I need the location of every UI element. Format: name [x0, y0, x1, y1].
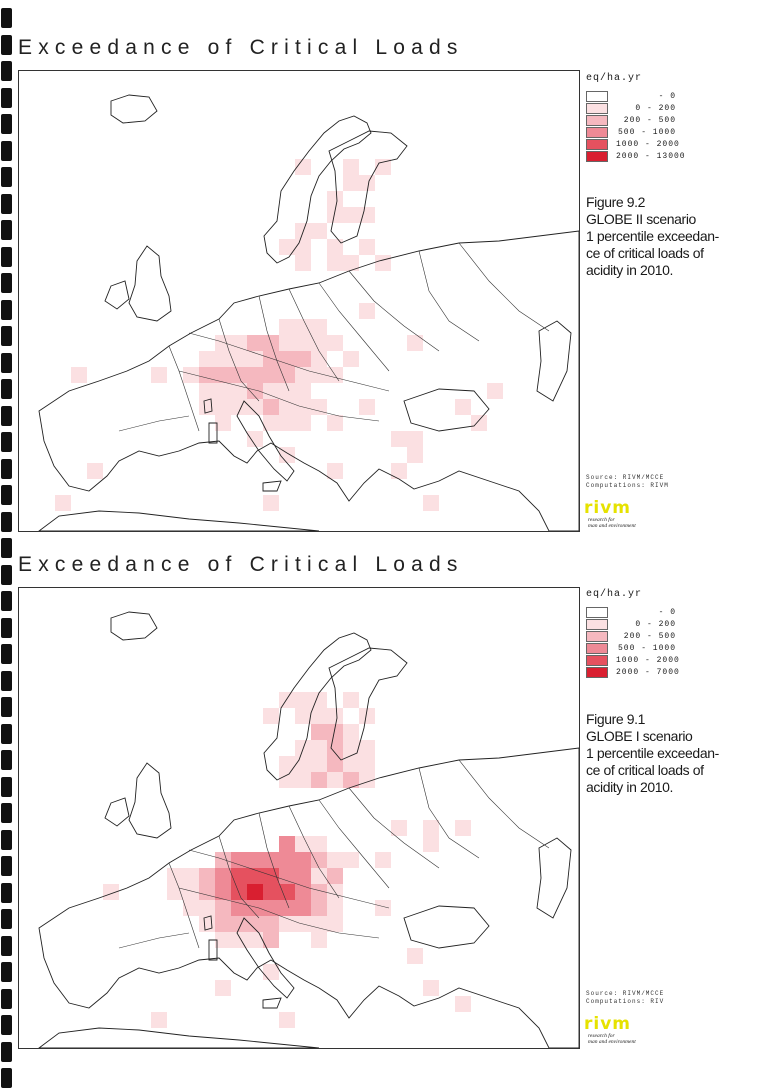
grid-cell: [343, 351, 359, 367]
grid-cell: [295, 351, 311, 367]
grid-cell: [327, 916, 343, 932]
binding-ring: [1, 883, 12, 903]
caption-line: acidity in 2010.: [586, 779, 673, 795]
grid-cell: [343, 159, 359, 175]
grid-cell: [423, 836, 439, 852]
binding-ring: [1, 35, 12, 55]
grid-cell: [247, 367, 263, 383]
legend-class: [586, 667, 680, 678]
europe-exceedance-map: [18, 70, 580, 532]
grid-cell: [183, 367, 199, 383]
spiral-binding: [0, 0, 14, 1080]
legend-unit: eq/ha.yr: [586, 589, 643, 600]
grid-cell: [295, 900, 311, 916]
legend-class: [586, 631, 676, 642]
legend-label: 1000 - 2000: [616, 140, 680, 149]
grid-cell: [231, 351, 247, 367]
binding-ring: [1, 379, 12, 399]
grid-cell: [343, 207, 359, 223]
grid-cell: [215, 916, 231, 932]
binding-ring: [1, 644, 12, 664]
legend-class: [586, 91, 676, 102]
grid-cell: [455, 820, 471, 836]
legend-label: 1000 - 2000: [616, 656, 680, 665]
figure-caption: [586, 711, 719, 796]
source-note: [586, 990, 664, 1006]
grid-cell: [295, 335, 311, 351]
grid-cell: [311, 756, 327, 772]
grid-cell: [263, 495, 279, 511]
grid-cell: [263, 708, 279, 724]
grid-cell: [295, 836, 311, 852]
grid-cell: [311, 932, 327, 948]
grid-cell: [279, 852, 295, 868]
binding-ring: [1, 220, 12, 240]
source-line: Source: RIVM/MCCE: [586, 990, 665, 997]
legend-swatch: [586, 643, 608, 654]
coastline: [329, 131, 407, 243]
grid-cell: [343, 692, 359, 708]
binding-ring: [1, 671, 12, 691]
grid-cell: [279, 1012, 295, 1028]
grid-cell: [455, 996, 471, 1012]
grid-cell: [295, 852, 311, 868]
grid-cell: [231, 367, 247, 383]
grid-cell: [295, 319, 311, 335]
country-border: [459, 760, 549, 848]
binding-ring: [1, 618, 12, 638]
grid-cell: [455, 399, 471, 415]
grid-cell: [359, 239, 375, 255]
legend-swatch: [586, 619, 608, 630]
grid-cell: [423, 495, 439, 511]
country-border: [169, 346, 199, 431]
coastline: [263, 998, 281, 1008]
figure-heading: Exceedance of Critical Loads: [18, 36, 464, 59]
legend-swatch: [586, 139, 608, 150]
grid-cell: [359, 399, 375, 415]
source-line: Computations: RIV: [586, 998, 665, 1005]
country-border: [459, 243, 549, 331]
binding-ring: [1, 326, 12, 346]
grid-cell: [359, 756, 375, 772]
grid-cell: [247, 351, 263, 367]
binding-ring: [1, 432, 12, 452]
legend-swatch: [586, 127, 608, 138]
coastline: [129, 246, 171, 321]
legend-unit: eq/ha.yr: [586, 73, 643, 84]
grid-cell: [215, 335, 231, 351]
country-border: [119, 416, 189, 431]
grid-cell: [343, 724, 359, 740]
grid-cell: [279, 335, 295, 351]
grid-cell: [407, 447, 423, 463]
grid-cell: [327, 740, 343, 756]
grid-cell: [151, 1012, 167, 1028]
legend-class: [586, 115, 676, 126]
grid-cell: [199, 900, 215, 916]
source-line: Source: RIVM/MCCE: [586, 474, 665, 481]
caption-line: ce of critical loads of: [586, 245, 704, 261]
grid-cell: [87, 463, 103, 479]
grid-cell: [295, 367, 311, 383]
grid-cell: [247, 335, 263, 351]
binding-ring: [1, 565, 12, 585]
binding-ring: [1, 512, 12, 532]
binding-ring: [1, 962, 12, 982]
coastline: [111, 95, 157, 123]
caption-line: 1 percentile exceedan-: [586, 745, 719, 761]
grid-cell: [263, 884, 279, 900]
grid-cell: [359, 175, 375, 191]
grid-cell: [407, 431, 423, 447]
caption-line: GLOBE II scenario: [586, 211, 696, 227]
legend-label: - 0: [658, 92, 676, 101]
grid-cell: [55, 495, 71, 511]
grid-cell: [311, 772, 327, 788]
grid-cell: [215, 868, 231, 884]
grid-cell: [183, 868, 199, 884]
caption-line: 1 percentile exceedan-: [586, 228, 719, 244]
grid-cell: [295, 383, 311, 399]
grid-cell: [279, 351, 295, 367]
binding-ring: [1, 8, 12, 28]
grid-cell: [247, 868, 263, 884]
legend-label: 2000 - 13000: [616, 152, 686, 161]
binding-ring: [1, 591, 12, 611]
grid-cell: [279, 692, 295, 708]
grid-cell: [279, 319, 295, 335]
binding-ring: [1, 353, 12, 373]
grid-cell: [279, 868, 295, 884]
legend-class: [586, 139, 680, 150]
legend-swatch: [586, 607, 608, 618]
exceedance-grid: [103, 692, 471, 1028]
coastlines: [39, 612, 579, 1048]
grid-cell: [295, 692, 311, 708]
grid-cell: [487, 383, 503, 399]
grid-cell: [311, 724, 327, 740]
grid-cell: [279, 884, 295, 900]
grid-cell: [247, 932, 263, 948]
grid-cell: [327, 335, 343, 351]
grid-cell: [375, 852, 391, 868]
legend-class: [586, 619, 676, 630]
grid-cell: [279, 415, 295, 431]
grid-cell: [199, 367, 215, 383]
grid-cell: [263, 367, 279, 383]
grid-cell: [311, 900, 327, 916]
logo-tagline: man and environment: [588, 523, 636, 529]
binding-ring: [1, 750, 12, 770]
binding-ring: [1, 856, 12, 876]
grid-cell: [311, 740, 327, 756]
binding-ring: [1, 724, 12, 744]
binding-ring: [1, 141, 12, 161]
grid-cell: [311, 708, 327, 724]
grid-cell: [327, 239, 343, 255]
grid-cell: [375, 255, 391, 271]
coastline: [404, 906, 489, 948]
coastline: [105, 281, 129, 309]
legend-class: [586, 103, 676, 114]
grid-cell: [375, 159, 391, 175]
legend-swatch: [586, 667, 608, 678]
grid-cell: [343, 852, 359, 868]
grid-cell: [247, 884, 263, 900]
grid-cell: [263, 916, 279, 932]
grid-cell: [295, 239, 311, 255]
grid-cell: [167, 868, 183, 884]
grid-cell: [215, 351, 231, 367]
grid-cell: [359, 303, 375, 319]
coastline: [537, 321, 571, 401]
grid-cell: [151, 367, 167, 383]
grid-cell: [295, 708, 311, 724]
binding-ring: [1, 1068, 12, 1088]
grid-cell: [231, 884, 247, 900]
legend-label: 0 - 200: [635, 104, 676, 113]
legend-label: 0 - 200: [635, 620, 676, 629]
grid-cell: [311, 852, 327, 868]
binding-ring: [1, 459, 12, 479]
grid-cell: [295, 415, 311, 431]
coastline: [537, 838, 571, 918]
grid-cell: [327, 191, 343, 207]
grid-cell: [215, 980, 231, 996]
grid-cell: [263, 399, 279, 415]
binding-ring: [1, 88, 12, 108]
grid-cell: [199, 351, 215, 367]
grid-cell: [311, 335, 327, 351]
legend-label: 500 - 1000: [617, 128, 676, 137]
grid-cell: [215, 852, 231, 868]
logo-tagline: man and environment: [588, 1039, 636, 1045]
grid-cell: [199, 383, 215, 399]
binding-ring: [1, 273, 12, 293]
grid-cell: [215, 383, 231, 399]
binding-ring: [1, 803, 12, 823]
figure-heading: Exceedance of Critical Loads: [18, 553, 464, 576]
grid-cell: [231, 852, 247, 868]
grid-cell: [343, 175, 359, 191]
europe-exceedance-map: [18, 587, 580, 1049]
binding-ring: [1, 1015, 12, 1035]
grid-cell: [423, 980, 439, 996]
legend-class: [586, 151, 686, 162]
grid-cell: [279, 836, 295, 852]
grid-cell: [327, 708, 343, 724]
grid-cell: [263, 383, 279, 399]
legend-class: [586, 127, 676, 138]
grid-cell: [311, 319, 327, 335]
grid-cell: [279, 772, 295, 788]
logo-mark: rivm: [584, 498, 632, 518]
grid-cell: [247, 852, 263, 868]
source-note: [586, 474, 669, 490]
coastline: [39, 1028, 319, 1048]
coastline: [263, 481, 281, 491]
figure-caption: [586, 194, 719, 279]
legend-label: 200 - 500: [623, 116, 676, 125]
binding-ring: [1, 114, 12, 134]
grid-cell: [327, 756, 343, 772]
grid-cell: [295, 868, 311, 884]
coastline: [105, 798, 129, 826]
grid-cell: [295, 772, 311, 788]
binding-ring: [1, 167, 12, 187]
grid-cell: [471, 415, 487, 431]
binding-ring: [1, 1042, 12, 1062]
binding-ring: [1, 406, 12, 426]
grid-cell: [407, 948, 423, 964]
grid-cell: [311, 836, 327, 852]
binding-ring: [1, 538, 12, 558]
binding-ring: [1, 300, 12, 320]
grid-cell: [199, 868, 215, 884]
rivm-logo: [584, 500, 636, 529]
grid-cell: [327, 463, 343, 479]
legend-swatch: [586, 91, 608, 102]
grid-cell: [199, 884, 215, 900]
legend-swatch: [586, 115, 608, 126]
exceedance-grid: [55, 159, 503, 511]
grid-cell: [327, 852, 343, 868]
caption-line: acidity in 2010.: [586, 262, 673, 278]
binding-ring: [1, 989, 12, 1009]
binding-ring: [1, 909, 12, 929]
legend-label: 200 - 500: [623, 632, 676, 641]
grid-cell: [327, 255, 343, 271]
logo-mark: rivm: [584, 1014, 632, 1034]
legend-class: [586, 655, 680, 666]
grid-cell: [71, 367, 87, 383]
grid-cell: [407, 335, 423, 351]
grid-cell: [391, 820, 407, 836]
source-line: Computations: RIVM: [586, 482, 669, 489]
grid-cell: [327, 772, 343, 788]
binding-ring: [1, 247, 12, 267]
legend-label: - 0: [658, 608, 676, 617]
binding-ring: [1, 485, 12, 505]
grid-cell: [295, 884, 311, 900]
grid-cell: [327, 900, 343, 916]
grid-cell: [231, 868, 247, 884]
binding-ring: [1, 777, 12, 797]
logo-tagline: research for: [588, 517, 615, 523]
grid-cell: [295, 756, 311, 772]
legend-swatch: [586, 655, 608, 666]
legend-swatch: [586, 151, 608, 162]
grid-cell: [263, 900, 279, 916]
binding-ring: [1, 830, 12, 850]
coastline: [111, 612, 157, 640]
grid-cell: [183, 884, 199, 900]
legend-class: [586, 607, 676, 618]
coastline: [39, 511, 319, 531]
binding-ring: [1, 61, 12, 81]
binding-ring: [1, 194, 12, 214]
grid-cell: [311, 692, 327, 708]
legend-swatch: [586, 103, 608, 114]
grid-cell: [215, 900, 231, 916]
legend-label: 500 - 1000: [617, 644, 676, 653]
legend-class: [586, 643, 676, 654]
legend-label: 2000 - 7000: [616, 668, 680, 677]
legend-swatch: [586, 631, 608, 642]
grid-cell: [215, 399, 231, 415]
country-border: [419, 251, 479, 341]
country-border: [119, 933, 189, 948]
grid-cell: [279, 367, 295, 383]
binding-ring: [1, 697, 12, 717]
grid-cell: [359, 740, 375, 756]
caption-line: GLOBE I scenario: [586, 728, 693, 744]
rivm-logo: [584, 1016, 636, 1045]
caption-line: Figure 9.2: [586, 194, 646, 210]
grid-cell: [391, 431, 407, 447]
binding-ring: [1, 936, 12, 956]
caption-line: ce of critical loads of: [586, 762, 704, 778]
caption-line: Figure 9.1: [586, 711, 646, 727]
grid-cell: [423, 820, 439, 836]
grid-cell: [231, 335, 247, 351]
grid-cell: [327, 415, 343, 431]
grid-cell: [327, 868, 343, 884]
coastline: [129, 763, 171, 838]
grid-cell: [295, 255, 311, 271]
logo-tagline: research for: [588, 1033, 615, 1039]
grid-cell: [311, 223, 327, 239]
